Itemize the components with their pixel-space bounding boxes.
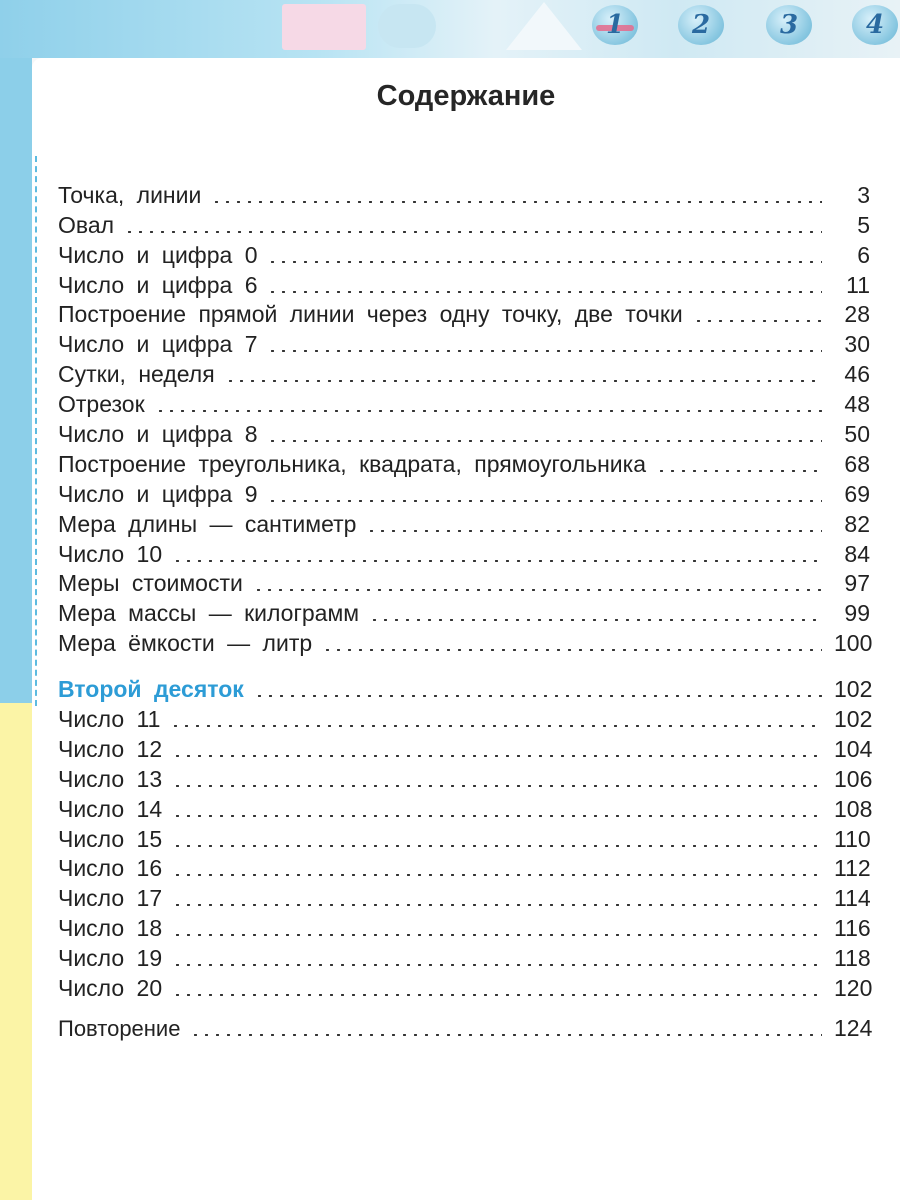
dot-leader <box>172 845 822 847</box>
dot-leader <box>369 619 822 621</box>
toc-page-number: 108 <box>834 795 873 822</box>
toc-page-number: 106 <box>834 765 873 792</box>
dot-leader <box>267 350 822 352</box>
toc-entry-title: Построение треугольника, квадрата, прямоугольника <box>58 450 647 477</box>
ball-number: 2 <box>691 10 711 40</box>
dot-leader <box>172 785 822 787</box>
page-title: Содержание <box>376 80 556 112</box>
ball-number: 4 <box>865 10 885 40</box>
dot-leader <box>172 755 822 757</box>
toc-page-number: 69 <box>844 480 870 507</box>
toc-entry[interactable] <box>58 358 870 388</box>
toc-page-number: 102 <box>834 706 873 733</box>
triangle-decoration <box>506 2 582 50</box>
toc-entry-title: Число 18 <box>58 915 163 942</box>
toc-entry[interactable] <box>58 627 873 657</box>
dot-leader <box>172 815 822 817</box>
toc-entry-title: Число 10 <box>58 540 163 567</box>
pink-square-decoration <box>282 4 366 50</box>
toc-entry[interactable] <box>58 703 873 733</box>
toc-entry[interactable] <box>58 418 870 448</box>
toc-page-number: 48 <box>844 391 870 418</box>
toc-page-number: 11 <box>846 271 870 298</box>
dot-leader <box>254 695 822 697</box>
toc-entry[interactable] <box>58 912 870 942</box>
toc-entry[interactable] <box>58 269 870 299</box>
number-ball-icon <box>678 5 724 45</box>
toc-entry-title: Число 17 <box>58 885 163 912</box>
dashed-margin-line <box>35 156 37 706</box>
toc-entry[interactable] <box>58 882 870 912</box>
toc-entry[interactable] <box>58 448 870 478</box>
dot-leader <box>211 201 822 203</box>
toc-page-number: 50 <box>844 421 870 448</box>
toc-entry[interactable] <box>58 239 870 269</box>
dot-leader <box>267 500 822 502</box>
dot-leader <box>322 649 822 651</box>
dot-leader <box>656 470 822 472</box>
left-blue-band <box>0 58 32 703</box>
toc-entry-title: Мера длины — сантиметр <box>58 510 357 537</box>
toc-page-number: 30 <box>844 331 870 358</box>
toc-page-number: 102 <box>834 676 873 703</box>
toc-entry-title: Число 13 <box>58 765 163 792</box>
toc-page-number: 104 <box>834 735 873 762</box>
number-ball-icon <box>852 5 898 45</box>
number-ball-icon <box>766 5 812 45</box>
toc-entry-title: Число 11 <box>58 706 161 733</box>
ball-number: 1 <box>605 10 625 40</box>
toc-page-number: 112 <box>834 855 871 882</box>
toc-entry[interactable] <box>58 733 873 763</box>
toc-page-number: 5 <box>857 211 870 238</box>
toc-entry-title: Число и цифра 6 <box>58 271 258 298</box>
toc-entry[interactable] <box>58 538 870 568</box>
toc-page-number: 118 <box>834 945 871 972</box>
toc-entry[interactable] <box>58 793 873 823</box>
toc-page-number: 82 <box>844 510 870 537</box>
toc-entry[interactable] <box>58 823 870 853</box>
toc-entry[interactable] <box>58 209 870 239</box>
toc-page-number: 120 <box>834 975 873 1002</box>
blue-shape-decoration <box>378 4 436 48</box>
toc-entry-title: Число и цифра 8 <box>58 421 258 448</box>
table-of-contents <box>58 179 873 1042</box>
toc-entry[interactable] <box>58 179 870 209</box>
header-decoration-band <box>0 0 900 58</box>
dot-leader <box>172 994 822 996</box>
dot-leader <box>253 589 822 591</box>
toc-page-number: 100 <box>834 630 873 657</box>
toc-entry[interactable] <box>58 853 870 883</box>
ball-number: 3 <box>779 10 799 40</box>
toc-entry[interactable] <box>58 478 870 508</box>
toc-page-number: 99 <box>844 600 870 627</box>
toc-page-number: 114 <box>834 885 871 912</box>
toc-entry-title: Число 14 <box>58 795 163 822</box>
dot-leader <box>267 261 822 263</box>
toc-entry[interactable] <box>58 508 870 538</box>
toc-page-number: 46 <box>844 361 870 388</box>
toc-entry-title: Мера массы — килограмм <box>58 600 360 627</box>
toc-entry-title: Число 15 <box>58 825 163 852</box>
toc-entry[interactable] <box>58 388 870 418</box>
toc-page-number: 68 <box>844 450 870 477</box>
toc-entry-title: Повторение <box>58 1015 181 1041</box>
dot-leader <box>124 231 822 233</box>
toc-page-number: 84 <box>844 540 870 567</box>
toc-entry[interactable] <box>58 1012 873 1042</box>
dot-leader <box>190 1034 822 1036</box>
dot-leader <box>155 410 822 412</box>
toc-page-number: 28 <box>844 301 870 328</box>
toc-entry-title: Число 12 <box>58 735 163 762</box>
toc-entry-title: Число 19 <box>58 945 163 972</box>
dot-leader <box>172 874 822 876</box>
dot-leader <box>693 320 822 322</box>
dot-leader <box>172 964 822 966</box>
number-ball-icon <box>592 5 638 45</box>
dot-leader <box>225 380 822 382</box>
contents-page <box>32 58 900 1200</box>
toc-page-number: 110 <box>834 825 871 852</box>
toc-entry-title: Число и цифра 0 <box>58 241 258 268</box>
dot-leader <box>170 725 822 727</box>
toc-entry-title: Отрезок <box>58 391 145 418</box>
dot-leader <box>267 440 822 442</box>
toc-entry-title: Число 16 <box>58 855 163 882</box>
toc-entry-title: Мера ёмкости — литр <box>58 630 313 657</box>
toc-entry-title: Число 20 <box>58 975 163 1002</box>
toc-page-number: 124 <box>834 1014 873 1041</box>
toc-entry[interactable] <box>58 568 870 598</box>
toc-entry-title: Меры стоимости <box>58 570 243 597</box>
toc-entry[interactable] <box>58 763 873 793</box>
dot-leader <box>172 904 822 906</box>
toc-page-number: 97 <box>844 570 870 597</box>
toc-entry[interactable] <box>58 597 870 627</box>
toc-entry-title: Второй десяток <box>58 676 244 703</box>
toc-entry-title: Овал <box>58 211 115 238</box>
toc-entry[interactable] <box>58 942 870 972</box>
toc-entry-title: Число и цифра 9 <box>58 480 258 507</box>
toc-section-heading[interactable] <box>58 673 873 703</box>
toc-page-number: 3 <box>857 181 870 208</box>
dot-leader <box>172 934 822 936</box>
toc-entry-title: Точка, линии <box>58 181 202 208</box>
toc-entry-title: Построение прямой линии через одну точку, две точки <box>58 301 683 328</box>
toc-entry-title: Сутки, неделя <box>58 361 215 388</box>
dot-leader <box>267 291 822 293</box>
toc-entry[interactable] <box>58 299 870 329</box>
toc-entry-title: Число и цифра 7 <box>58 331 258 358</box>
dot-leader <box>366 530 822 532</box>
toc-page-number: 116 <box>834 915 871 942</box>
toc-entry[interactable] <box>58 972 873 1002</box>
toc-entry[interactable] <box>58 328 870 358</box>
dot-leader <box>172 560 822 562</box>
toc-page-number: 6 <box>857 241 870 268</box>
